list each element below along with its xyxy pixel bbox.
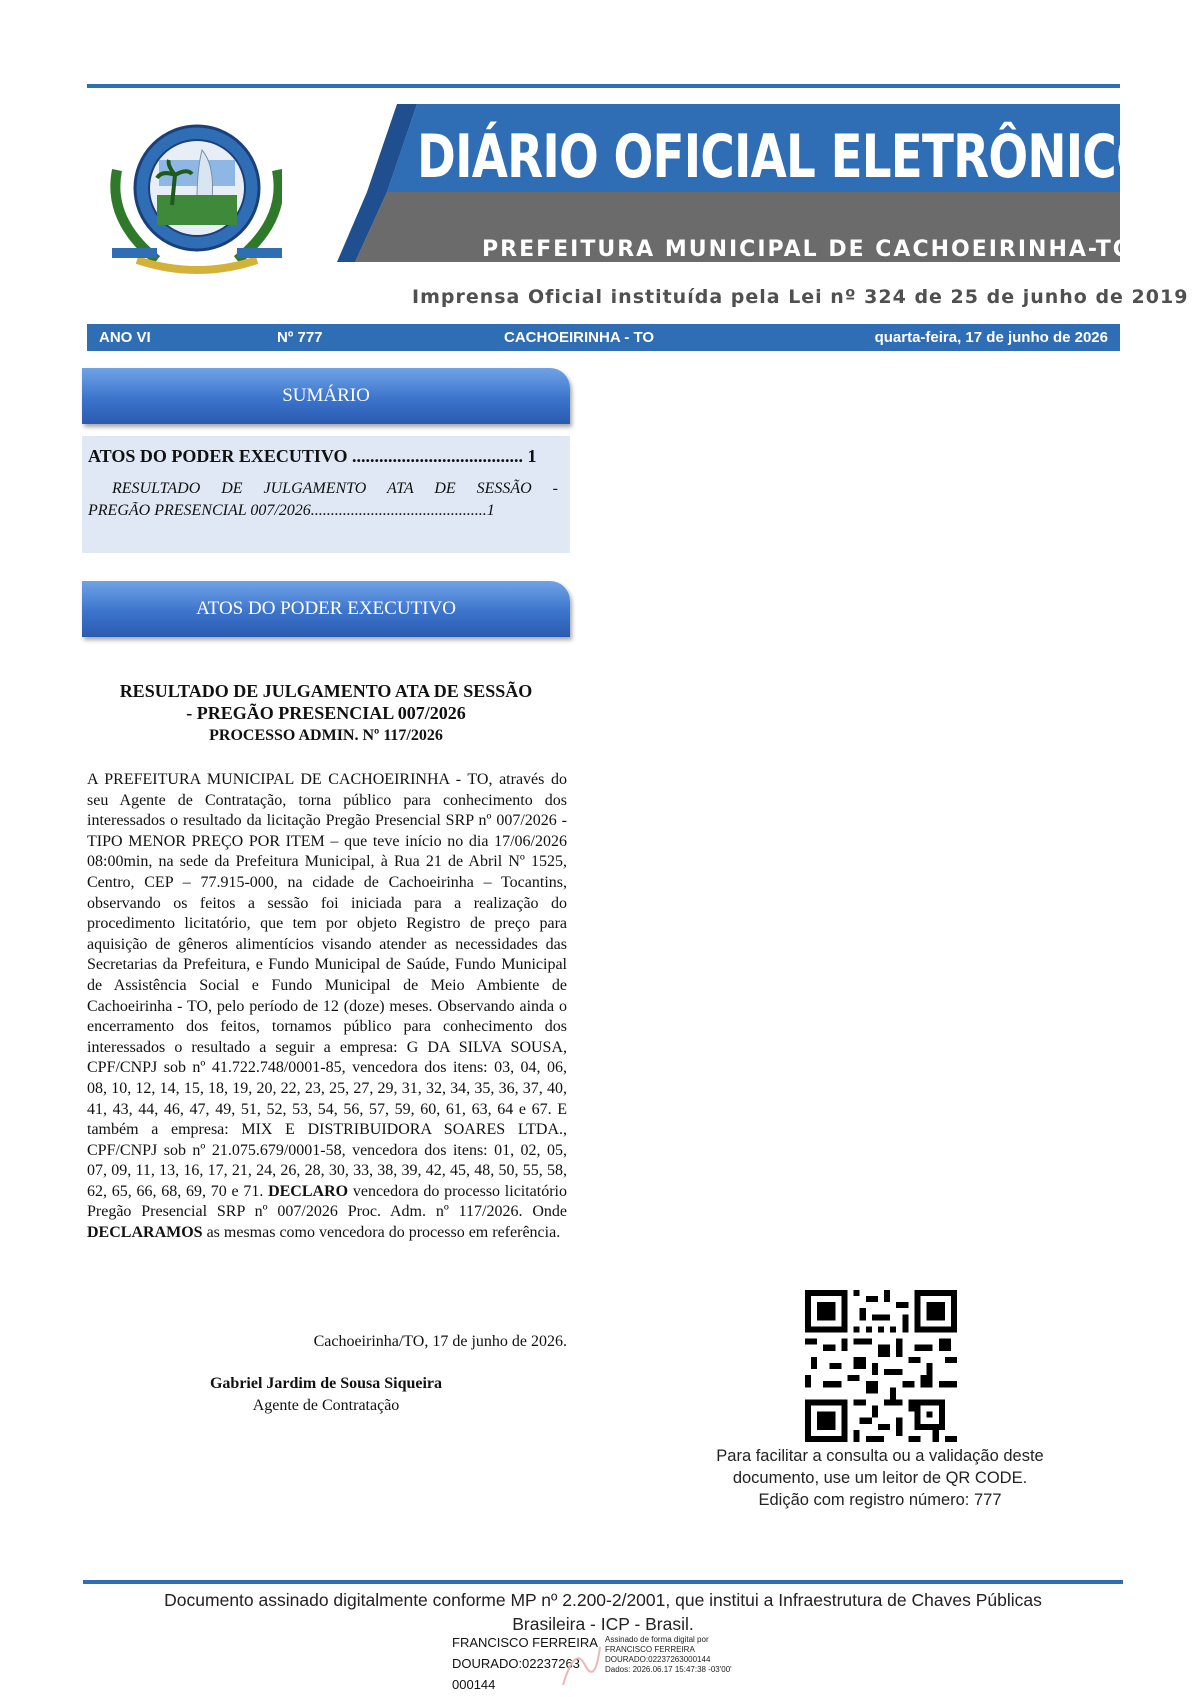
sig-detail-3: DOURADO:02237263000144: [605, 1655, 711, 1664]
toc-entry-section[interactable]: ATOS DO PODER EXECUTIVO ...................................... 1: [88, 446, 537, 466]
place-date: Cachoeirinha/TO, 17 de junho de 2026.: [313, 1333, 567, 1350]
edition-number: Nº 777: [277, 329, 323, 346]
footer-line1: Documento assinado digitalmente conforme MP nº 2.200-2/2001, que institui a Infraestrutura de Chaves Públicas: [164, 1590, 1042, 1610]
body-bold-declaro: DECLARO: [268, 1182, 349, 1200]
process-number: PROCESSO ADMIN. Nº 117/2026: [209, 727, 443, 744]
digital-signature-notice: [83, 1588, 1123, 1636]
body-text-2: vencedora do processo licitatório Pregão Presencial SRP nº 007/2026 Proc. Adm. nº 117/2026. Onde: [87, 1182, 568, 1221]
sumario-heading: SUMÁRIO: [82, 368, 570, 424]
qr-text-line3: Edição com registro número: 777: [758, 1491, 1002, 1509]
municipal-seal-logo: [97, 110, 282, 275]
section-heading: ATOS DO PODER EXECUTIVO: [82, 581, 570, 637]
footer-line2: Brasileira - ICP - Brasil.: [512, 1614, 694, 1634]
article-body: [87, 770, 567, 1244]
article-title-line1: RESULTADO DE JULGAMENTO ATA DE SESSÃO: [119, 681, 533, 701]
sig-detail-4: Dados: 2026.06.17 15:47:38 -03'00': [605, 1665, 732, 1674]
cert-name-line2: DOURADO:02237263: [452, 1656, 580, 1671]
publication-title: DIÁRIO OFICIAL ELETRÔNICO: [417, 122, 1155, 192]
signer-name: Gabriel Jardim de Sousa Siqueira: [209, 1375, 443, 1392]
article-title-line2: - PREGÃO PRESENCIAL 007/2026: [186, 703, 466, 723]
table-of-contents: [82, 436, 570, 553]
legal-basis-line: Imprensa Oficial instituída pela Lei nº 324 de 25 de junho de 2019: [412, 286, 1189, 308]
municipality-subtitle: PREFEITURA MUNICIPAL DE CACHOEIRINHA-TO: [482, 237, 1134, 262]
sig-detail-2: FRANCISCO FERREIRA: [605, 1645, 695, 1654]
toc-entry-item-cont[interactable]: PREGÃO PRESENCIAL 007/2026............................................1: [88, 502, 495, 519]
qr-code[interactable]: [805, 1290, 957, 1442]
signer-role: Agente de Contratação: [252, 1397, 400, 1414]
cert-name-line3: 000144: [452, 1677, 496, 1692]
qr-text-line1: Para facilitar a consulta ou a validação deste: [716, 1447, 1044, 1465]
edition-date: quarta-feira, 17 de junho de 2026: [874, 329, 1108, 346]
toc-entry-item[interactable]: RESULTADO DE JULGAMENTO ATA DE SESSÃO -: [112, 480, 558, 497]
cert-name-line1: FRANCISCO FERREIRA: [452, 1635, 598, 1650]
qr-instructions: [660, 1445, 1100, 1511]
bottom-rule: [83, 1580, 1123, 1584]
edition-info-bar: [87, 324, 1120, 351]
signature-details: [605, 1635, 755, 1675]
body-bold-declaramos: DECLARAMOS: [87, 1224, 203, 1242]
sig-detail-1: Assinado de forma digital por: [605, 1635, 709, 1644]
top-rule: [87, 84, 1120, 88]
edition-year: ANO VI: [99, 329, 151, 346]
article-title: [82, 680, 570, 724]
masthead: [87, 92, 1189, 322]
body-text-1: A PREFEITURA MUNICIPAL DE CACHOEIRINHA - TO, através do seu Agente de Contratação, torna público para conhecimento dos interessados o resultado da licitação Pregão Presencial SRP nº 007/2026 - TIPO MENOR PREÇO POR ITEM – que teve início no dia 17/06/2026 08:00min, na sede da Prefeitura Municipal, à Rua 21 de Abril Nº 1525, Centro, CEP – 77.915-000, na cidade de Cachoeirinha – Tocantins, observando os feitos a sessão foi iniciada para a realização do procedimento licitatório, que tem por objeto Registro de preço para aquisição de gêneros alimentícios visando atender as necessidades das Secretarias da Prefeitura, e Fundo Municipal de Saúde, Fundo Municipal de Assistência Social e Fundo Municipal de Meio Ambiente de Cachoeirinha - TO, pelo período de 12 (doze) meses. Observando ainda o encerramento dos feitos, tornamos público para conhecimento dos interessados o resultado a seguir a empresa: G DA SILVA SOUSA, CPF/CNPJ sob nº 41.722.748/0001-85, vencedora dos itens: 03, 04, 06, 08, 10, 12, 14, 15, 18, 19, 20, 22, 23, 25, 27, 29, 31, 32, 34, 35, 36, 37, 40, 41, 43, 44, 46, 47, 49, 51, 52, 53, 54, 56, 57, 59, 60, 61, 63, 64 e 67. E também a empresa: MIX E DISTRIBUIDORA SOARES LTDA., CPF/CNPJ sob nº 21.075.679/0001-58, vencedora dos itens: 01, 02, 05, 07, 09, 11, 13, 16, 17, 21, 24, 26, 28, 30, 33, 38, 39, 42, 45, 48, 50, 55, 58, 62, 65, 66, 68, 69, 70 e 71.: [87, 771, 567, 1200]
edition-city: CACHOEIRINHA - TO: [504, 329, 654, 346]
body-text-3: as mesmas como vencedora do processo em referência.: [206, 1224, 561, 1242]
qr-text-line2: documento, use um leitor de QR CODE.: [732, 1469, 1028, 1487]
